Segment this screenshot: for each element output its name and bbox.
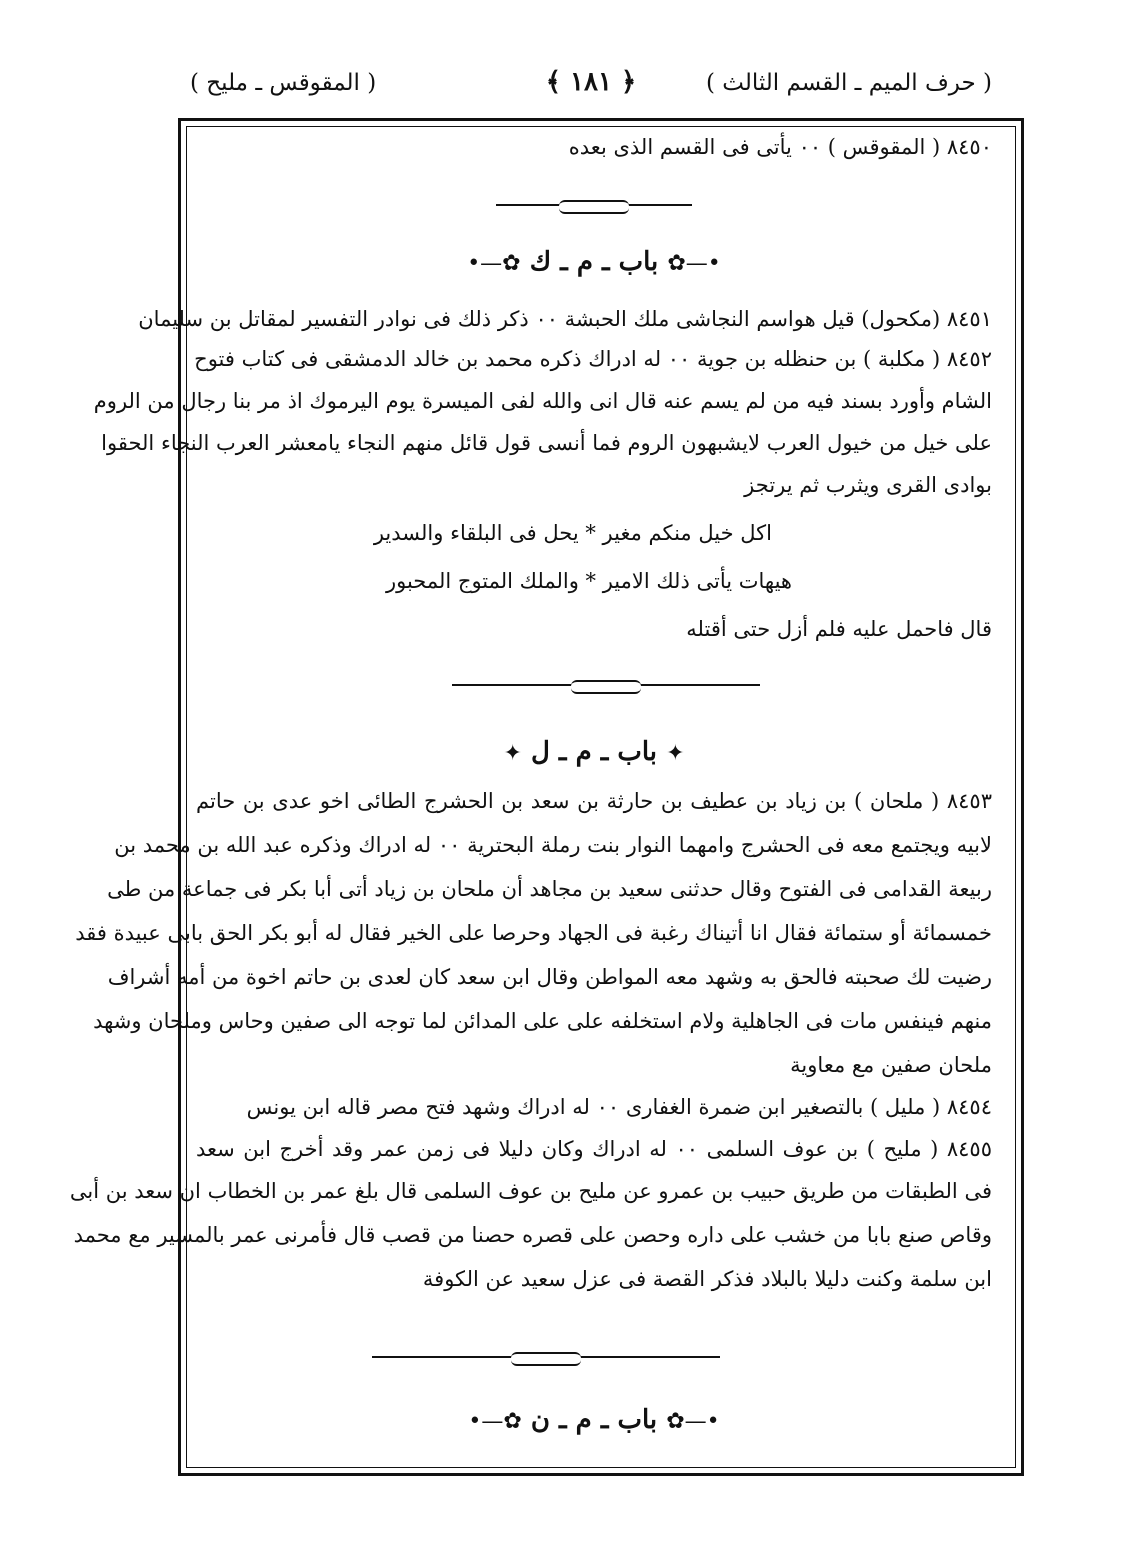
ornament-icon: ✦ xyxy=(503,741,522,766)
chapter-title: باب ـ م ـ ل xyxy=(530,737,658,767)
poem-verse: هيهات يأتى ذلك الامير * والملك المتوج المحبور xyxy=(385,569,792,593)
poem-verse: اكل خيل منكم مغير * يحل فى البلقاء والسدير xyxy=(373,521,772,545)
entry-8451: ٨٤٥١ (مكحول) قيل هواسم النجاشى ملك الحبشة ٠٠ ذكر ذلك فى نوادر التفسير لمقاتل بن سليمان xyxy=(138,307,992,331)
chapter-heading-ml xyxy=(196,732,992,772)
text-line: رضيت لك صحبته فالحق به وشهد معه المواطن وقال ابن سعد كان لعدى بن حاتم اخوة من أمه أشراف xyxy=(107,965,992,989)
text-line: وقاص صنع بابا من خشب على داره وحصن على قصره حصنا من قصب قال فأمرنى عمر بالمسير مع محمد xyxy=(73,1223,992,1247)
section-divider xyxy=(496,204,692,206)
text-line: فى الطبقات من طريق حبيب بن عمرو عن مليح بن عوف السلمى قال بلغ عمر بن الخطاب ان سعد بن أبى xyxy=(69,1179,992,1203)
entry-8454: ٨٤٥٤ ( مليل ) بالتصغير ابن ضمرة الغفارى ٠٠ له ادراك وشهد فتح مصر قاله ابن يونس xyxy=(246,1095,992,1119)
text-line: خمسمائة أو ستمائة فقال انا أتيناك رغبة فى الجهاد وحرصا على الخير فقال له أبو بكر الحق بابى عبيدة فقد xyxy=(75,921,992,945)
ornament-icon: ✿—• xyxy=(467,251,521,276)
divider-ornament xyxy=(511,1352,581,1366)
ornament-icon: ✦ xyxy=(666,741,685,766)
ornament-icon: •—✿ xyxy=(667,251,721,276)
entry-8455: ٨٤٥٥ ( مليح ) بن عوف السلمى ٠٠ له ادراك وكان دليلا فى زمن عمر وقد أخرج ابن سعد xyxy=(196,1137,992,1161)
text-line: منهم فينفس مات فى الجاهلية ولام استخلفه على على المدائن لما توجه الى صفين وحاس وملحان وشهد xyxy=(93,1009,992,1033)
chapter-title: باب ـ م ـ ك xyxy=(529,247,659,277)
section-divider xyxy=(452,684,760,686)
ornament-icon: •—✿ xyxy=(666,1409,720,1434)
text-line: ملحان صفين مع معاوية xyxy=(790,1053,992,1077)
text-line: ربيعة القدامى فى الفتوح وقال حدثنى سعيد بن مجاهد أن ملحان بن زياد أتى أبا بكر فى جماعة من طى xyxy=(107,877,992,901)
text-line: على خيل من خيول العرب لايشبهون الروم فما أنسى قول قائل منهم النجاء يامعشر العرب النجاء الحقوا xyxy=(101,431,992,455)
page-number: ﴿ ١٨١ ﴾ xyxy=(545,67,637,97)
text-line: الشام وأورد بسند فيه من لم يسم عنه قال انى والله لفى الميسرة يوم اليرموك اذ مر بنا رجال من الروم xyxy=(93,389,992,413)
entry-8450: ٨٤٥٠ ( المقوقس ) ٠٠ يأتى فى القسم الذى بعده xyxy=(568,135,992,159)
entry-8452: ٨٤٥٢ ( مكلبة ) بن حنظله بن جوية ٠٠ له ادراك ذكره محمد بن خالد الدمشقى فى كتاب فتوح xyxy=(194,347,992,371)
text-line: قال فاحمل عليه فلم أزل حتى أقتله xyxy=(686,617,992,641)
entry-8453: ٨٤٥٣ ( ملحان ) بن زياد بن عطيف بن حارثة بن سعد بن الحشرج الطائى اخو عدى بن حاتم xyxy=(196,789,992,813)
text-line: لابيه ويجتمع معه فى الحشرج وامهما النوار بنت رملة البحترية ٠٠ له ادراك وذكره عبد الله بن محمد بن xyxy=(114,833,992,857)
text-line: ابن سلمة وكنت دليلا بالبلاد فذكر القصة فى عزل سعيد عن الكوفة xyxy=(422,1267,992,1291)
header-entry-range: ( المقوقس ـ مليح ) xyxy=(190,70,377,96)
running-header xyxy=(190,66,992,110)
text-line: بوادى القرى ويثرب ثم يرتجز xyxy=(744,473,992,497)
header-section-title: ( حرف الميم ـ القسم الثالث ) xyxy=(705,70,992,96)
ornament-icon: ✿—• xyxy=(468,1409,522,1434)
divider-ornament xyxy=(571,680,641,694)
chapter-title: باب ـ م ـ ن xyxy=(530,1405,658,1435)
chapter-heading-mn xyxy=(196,1400,992,1440)
section-divider xyxy=(372,1356,720,1358)
chapter-heading-mk xyxy=(196,242,992,282)
divider-ornament xyxy=(559,200,629,214)
